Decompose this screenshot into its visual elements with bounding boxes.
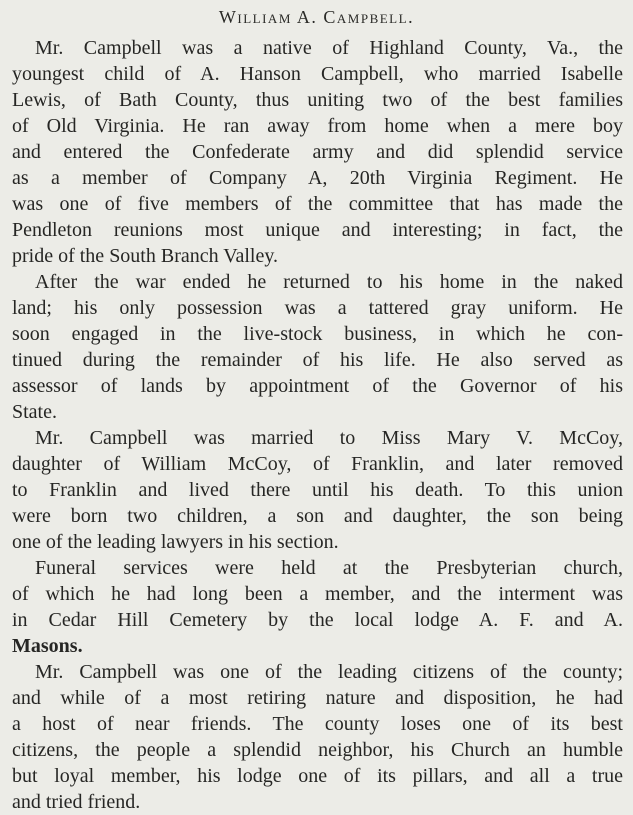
text-line: pride of the South Branch Valley.	[12, 245, 279, 267]
text-line: State.	[12, 401, 57, 423]
text-line: tinued during the remainder of his life. He also served as	[12, 349, 623, 371]
text-line: Mr. Campbell was a native of Highland County, Va., the	[35, 37, 623, 59]
text-line: of which he had long been a member, and the interment was	[12, 583, 623, 605]
text-line: Mr. Campbell was married to Miss Mary V. McCoy,	[35, 427, 623, 449]
text-line: as a member of Company A, 20th Virginia Regiment. He	[12, 167, 623, 189]
text-line: citizens, the people a splendid neighbor, his Church an humble	[12, 739, 623, 761]
text-line: Funeral services were held at the Presbyterian church,	[35, 557, 623, 579]
text-line: and entered the Confederate army and did splendid service	[12, 141, 623, 163]
text-line: of Old Virginia. He ran away from home when a mere boy	[12, 115, 623, 137]
text-line: soon engaged in the live-stock business, in which he con-	[12, 323, 623, 345]
text-line: were born two children, a son and daughter, the son being	[12, 505, 623, 527]
text-line: and tried friend.	[12, 791, 141, 813]
text-line: youngest child of A. Hanson Campbell, who married Isabelle	[12, 63, 623, 85]
text-line: a host of near friends. The county loses one of its best	[12, 713, 623, 735]
text-line: land; his only possession was a tattered gray uniform. He	[12, 297, 623, 319]
text-line: After the war ended he returned to his home in the naked	[35, 271, 623, 293]
text-line: Masons.	[12, 635, 83, 657]
text-line: daughter of William McCoy, of Franklin, and later removed	[12, 453, 623, 475]
text-line: Mr. Campbell was one of the leading citizens of the county;	[35, 661, 623, 683]
text-line: one of the leading lawyers in his section.	[12, 531, 339, 553]
text-line: to Franklin and lived there until his death. To this union	[12, 479, 623, 501]
text-line: in Cedar Hill Cemetery by the local lodge A. F. and A.	[12, 609, 623, 631]
text-line: assessor of lands by appointment of the Governor of his	[12, 375, 623, 397]
text-line: and while of a most retiring nature and disposition, he had	[12, 687, 623, 709]
text-line: was one of five members of the committee that has made the	[12, 193, 623, 215]
text-line: Lewis, of Bath County, thus uniting two of the best families	[12, 89, 623, 111]
text-line: but loyal member, his lodge one of its pillars, and all a true	[12, 765, 623, 787]
text-line: Pendleton reunions most unique and interesting; in fact, the	[12, 219, 623, 241]
article-heading: William A. Campbell.	[218, 7, 415, 27]
